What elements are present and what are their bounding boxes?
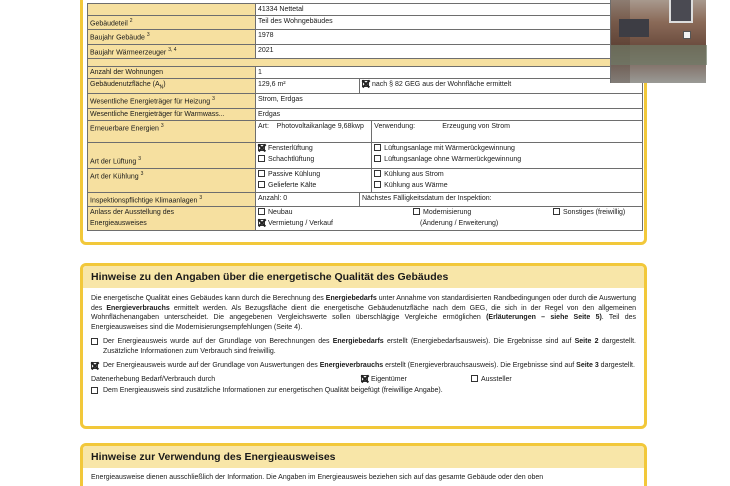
inspektion-label: Inspektionspflichtige Klimaanlagen bbox=[90, 197, 198, 205]
lueftung-ohne-wrg-checkbox[interactable] bbox=[374, 155, 381, 162]
verwendung-value: Erzeugung von Strom bbox=[442, 122, 510, 130]
lueftung-label: Art der Lüftung bbox=[90, 158, 137, 166]
schachtlueftung-label: Schachtlüftung bbox=[268, 155, 315, 163]
kuehlung-waerme-checkbox[interactable] bbox=[374, 181, 381, 188]
anlass-label-2: Energieausweises bbox=[90, 220, 147, 228]
passive-kuehlung-label: Passive Kühlung bbox=[268, 170, 321, 178]
aussteller-checkbox[interactable] bbox=[471, 375, 478, 382]
address-value: 41334 Nettetal bbox=[256, 4, 643, 16]
zusatz-label: Dem Energieausweis sind zusätzliche Informationen zur energetischen Qualität beigefügt (freiwillige Angabe). bbox=[103, 387, 443, 394]
erneuerbar-art-value: Photovoltaikanlage 9,68kwp bbox=[276, 122, 364, 130]
vermietung-label: Vermietung / Verkauf bbox=[268, 220, 333, 228]
neubau-label: Neubau bbox=[268, 209, 293, 217]
sonstiges-checkbox[interactable] bbox=[553, 208, 560, 215]
hinweise-section bbox=[80, 263, 647, 429]
gebaeudeteil-value: Teil des Wohngebäudes bbox=[256, 16, 643, 30]
bedarf-option: Der Energieausweis wurde auf der Grundlage von Berechnungen des Energiebedarfs erstellt (Energiebedarfsausweis). Die Ergebnisse sind auf Seite 2 dargestellt. Zusätzliche Informationen zum Verbrauch sind freiwillig. bbox=[91, 337, 636, 356]
fensterlueftung-checkbox[interactable] bbox=[258, 144, 265, 151]
verwendung-section bbox=[80, 443, 647, 486]
sonstiges-label: Sonstiges (freiwillig) bbox=[563, 209, 626, 217]
eigentuemer-checkbox[interactable] bbox=[361, 375, 368, 382]
inspektion-value: Anzahl: 0 bbox=[256, 192, 360, 206]
verbrauch-checkbox[interactable] bbox=[91, 362, 98, 369]
modernisierung-checkbox[interactable] bbox=[413, 208, 420, 215]
gelieferte-kaelte-label: Gelieferte Kälte bbox=[268, 181, 317, 189]
lueftung-mit-wrg-label: Lüftungsanlage mit Wärmerückgewinnung bbox=[384, 144, 515, 152]
modernisierung-label: Modernisierung bbox=[423, 209, 472, 217]
verwendung-title: Hinweise zur Verwendung des Energieausweises bbox=[83, 446, 644, 468]
flaeche-value: 129,6 m² bbox=[256, 78, 360, 93]
general-data-table: 41334 Nettetal Gebäudeteil $^2$ Teil des Wohngebäudes Baujahr Gebäude $^3$ 1978 Baujahr Wärmeerzeuger $^{3, 4}$ 2021 Anzahl der Wohnungen 1 Gebäudenutzfläche $(A_N)$ 129,6 m² nach § 82 GEG aus der Wohnfläche ermittelt Wesentliche Energieträger für Heizung $^3$ Strom, Erdgas Wesentliche Energieträger für Warmwass... Erdgas Erneuerbare Energien $^3$ Art: Photovoltaikanlage 9,68kwp Verwendung: Erzeugung von Strom Art der Lüftung $^3$ Fensterlüftung Schachtlüftung Lüftungsanlage mit Wärmerückgewinnung Lüftungsanlage ohne Wärmerückgewinnung Art der Kühlung $^3$ Passive Kühlung Gelieferte Kälte Kühlung aus Strom Kühlung aus Wärme Inspektionspflichtige Klimaanlagen $^3$ Anzahl: 0 Nächstes Fälligkeitsdatum der Inspektion: Anlass der Ausstellung des Energieausweises Neubau Modernisierung Sonstiges (freiwillig) Vermietung / Verkauf (Änderung / Erweiterung) bbox=[87, 3, 643, 231]
baujahr-label: Baujahr Gebäude bbox=[90, 34, 145, 42]
kuehlung-strom-label: Kühlung aus Strom bbox=[384, 170, 444, 178]
zusatz-checkbox[interactable] bbox=[91, 387, 98, 394]
passive-kuehlung-checkbox[interactable] bbox=[258, 170, 265, 177]
hinweise-title: Hinweise zu den Angaben über die energetische Qualität des Gebäudes bbox=[83, 266, 644, 288]
bedarf-checkbox[interactable] bbox=[91, 338, 98, 345]
flaeche-note: nach § 82 GEG aus der Wohnfläche ermittelt bbox=[372, 80, 512, 88]
neubau-checkbox[interactable] bbox=[258, 208, 265, 215]
erneuerbar-label: Erneuerbare Energien bbox=[90, 125, 159, 133]
verbrauch-option: Der Energieausweis wurde auf der Grundlage von Auswertungen des Energieverbrauchs erstellt (Energieverbrauchsausweis). Die Ergebnisse sind auf Seite 3 dargestellt. bbox=[91, 361, 636, 371]
kuehlung-strom-checkbox[interactable] bbox=[374, 170, 381, 177]
wohnungen-label: Anzahl der Wohnungen bbox=[88, 66, 256, 78]
flaeche-checkbox[interactable] bbox=[362, 80, 369, 87]
warmwasser-label: Wesentliche Energieträger für Warmwass... bbox=[88, 108, 256, 120]
baujahr-waermeerzeuger-label: Baujahr Wärmeerzeuger bbox=[90, 48, 167, 56]
schachtlueftung-checkbox[interactable] bbox=[258, 155, 265, 162]
aussteller-label: Aussteller bbox=[481, 375, 512, 383]
kuehlung-label: Art der Kühlung bbox=[90, 173, 139, 181]
flaeche-label: Gebäudenutzfläche (A bbox=[90, 80, 160, 88]
datenerhebung-label: Datenerhebung Bedarf/Verbrauch durch bbox=[91, 375, 216, 383]
erneuerbar-art-label: Art: bbox=[258, 122, 269, 130]
verwendung-text: Energieausweise dienen ausschließlich der Information. Die Angaben im Energieausweis beziehen sich auf das gesamte Gebäude oder den oben bbox=[91, 474, 544, 481]
baujahr-waermeerzeuger-value: 2021 bbox=[256, 44, 643, 58]
inspektion-next: Nächstes Fälligkeitsdatum der Inspektion: bbox=[360, 192, 643, 206]
hinweise-paragraph: Die energetische Qualität eines Gebäudes kann durch die Berechnung des Energiebedarfs unter Annahme von standardisierten Randbedingungen oder durch die Auswertung des Energieverbrauchs ermittelt werden. Als Bezugsfläche dient die energetische Gebäudenutzfläche nach dem GEG, die sich in der Regel von den allgemeinen Wohnflächenangaben unterscheidet. Die angegebenen Vergleichswerte sollen überschlägige Vergleiche ermöglichen (Erläuterungen – siehe Seite 5). Teil des Energieausweises sind die Modernisierungsempfehlungen (Seite 4). bbox=[91, 295, 637, 331]
heizung-value: Strom, Erdgas bbox=[256, 94, 643, 108]
warmwasser-value: Erdgas bbox=[256, 108, 643, 120]
gebaeudeteil-label: Gebäudeteil bbox=[90, 20, 128, 28]
heizung-label: Wesentliche Energieträger für Heizung bbox=[90, 98, 211, 106]
gelieferte-kaelte-checkbox[interactable] bbox=[258, 181, 265, 188]
lueftung-mit-wrg-checkbox[interactable] bbox=[374, 144, 381, 151]
datenerhebung-row bbox=[91, 375, 636, 385]
wohnungen-value: 1 bbox=[256, 66, 643, 78]
lueftung-ohne-wrg-label: Lüftungsanlage ohne Wärmerückgewinnung bbox=[384, 155, 522, 163]
anlass-label-1: Anlass der Ausstellung des bbox=[90, 209, 175, 217]
baujahr-value: 1978 bbox=[256, 30, 643, 44]
vermietung-checkbox[interactable] bbox=[258, 219, 265, 226]
aenderung-label: (Änderung / Erweiterung) bbox=[420, 220, 499, 228]
zusatz-option bbox=[91, 386, 636, 396]
fensterlueftung-label: Fensterlüftung bbox=[268, 144, 313, 152]
general-data-section bbox=[80, 0, 647, 245]
kuehlung-waerme-label: Kühlung aus Wärme bbox=[384, 181, 448, 189]
verwendung-label: Verwendung: bbox=[374, 122, 416, 130]
eigentuemer-label: Eigentümer bbox=[371, 375, 407, 383]
building-photo bbox=[610, 0, 706, 83]
